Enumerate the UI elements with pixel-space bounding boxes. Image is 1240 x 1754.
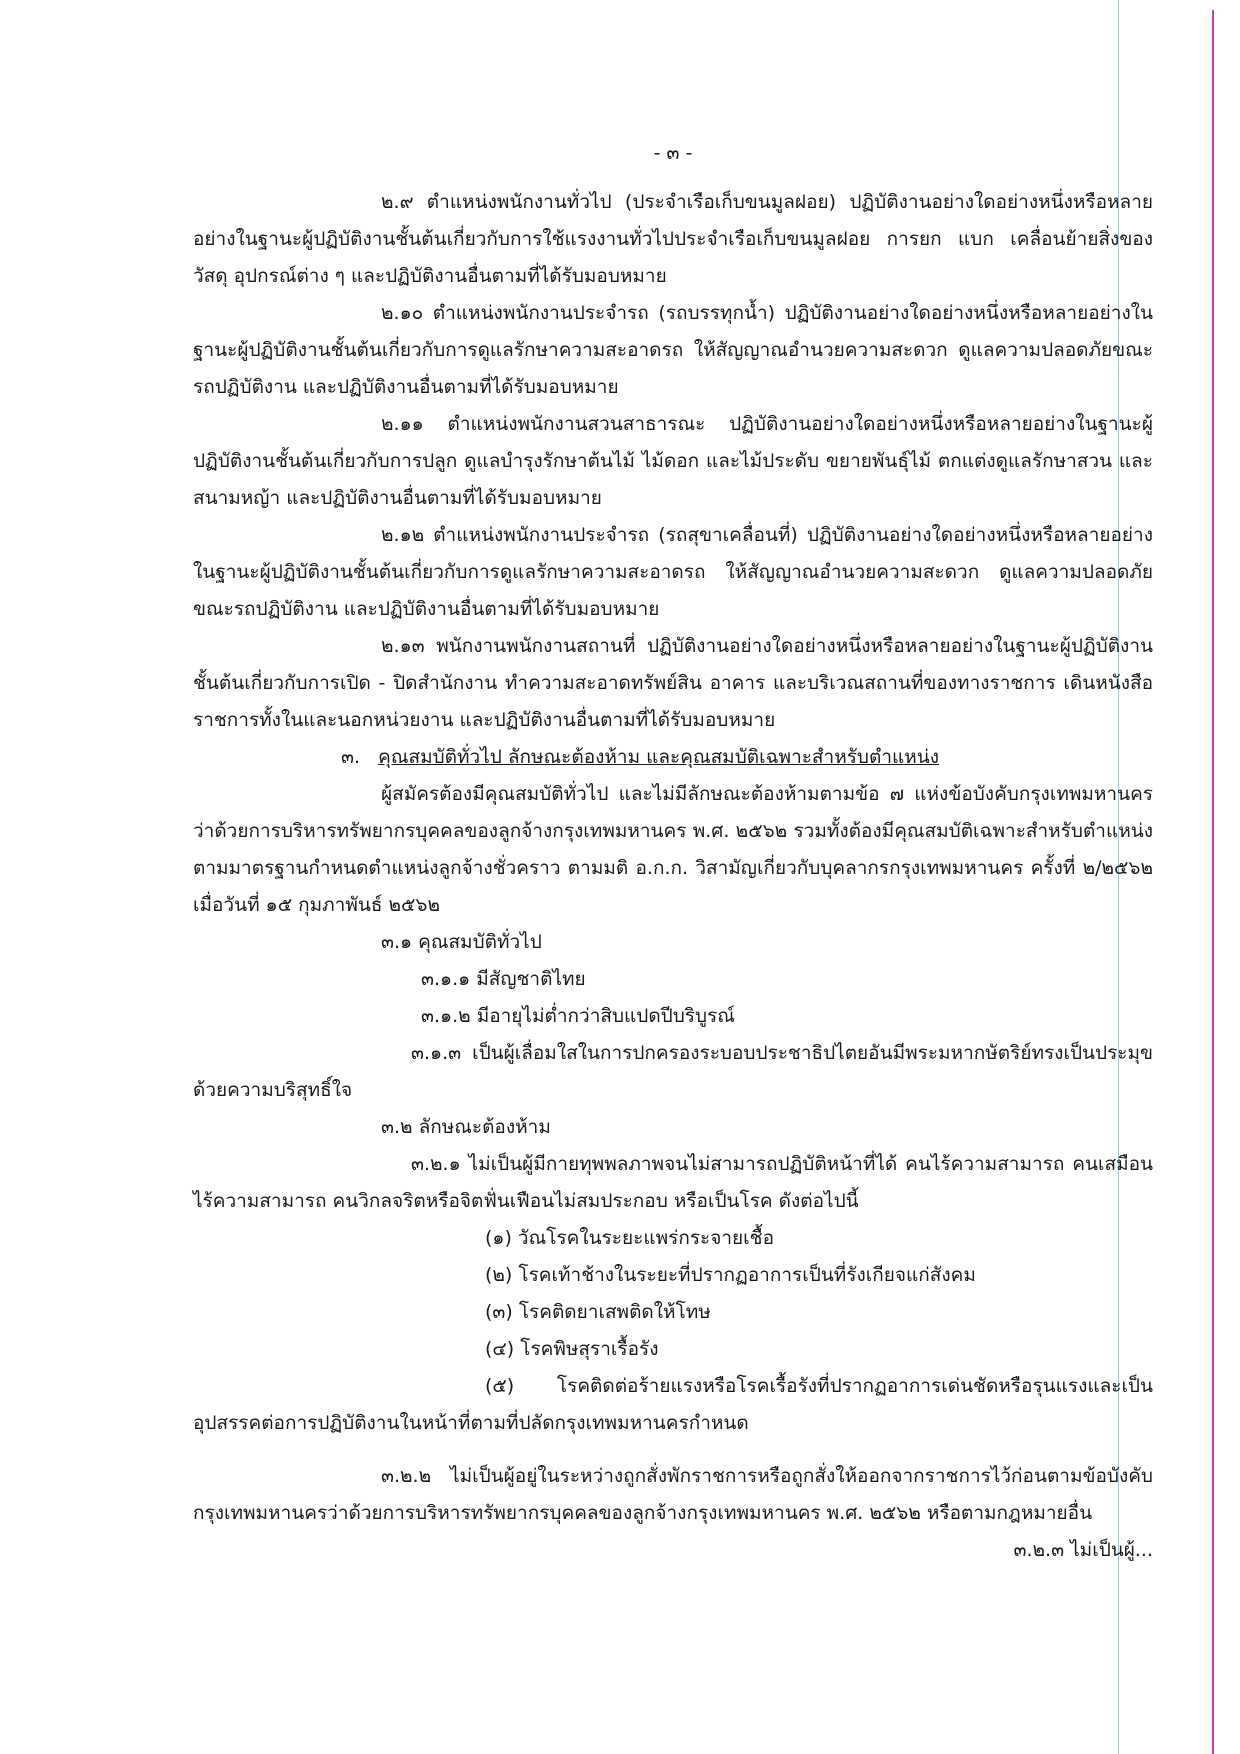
paragraph-2-10: ๒.๑๐ ตำแหน่งพนักงานประจำรถ (รถบรรทุกน้ำ) ปฏิบัติงานอย่างใดอย่างหนึ่งหรือหลายอย่างในฐานะผู้ปฏิบัติงานชั้นต้นเกี่ยวกับการดูแลรักษาความสะอาดรถ ให้สัญญาณอำนวยความสะดวก ดูแลความปลอดภัยขณะรถปฏิบัติงาน และปฏิบัติงานอื่นตามที่ได้รับมอบหมาย [193,302,1153,398]
disease-item-1: (๑) วัณโรคในระยะแพร่กระจายเชื้อ [485,1227,774,1249]
paragraph-2-12: ๒.๑๒ ตำแหน่งพนักงานประจำรถ (รถสุขาเคลื่อนที่) ปฏิบัติงานอย่างใดอย่างหนึ่งหรือหลายอย่างในฐานะผู้ปฏิบัติงานชั้นต้นเกี่ยวกับการดูแลรักษาความสะอาดรถ ให้สัญญาณอำนวยความสะดวก ดูแลความปลอดภัยขณะรถปฏิบัติงาน และปฏิบัติงานอื่นตามที่ได้รับมอบหมาย [193,524,1153,620]
disease-item-3: (๓) โรคติดยาเสพติดให้โทษ [485,1301,711,1323]
disease-item-2: (๒) โรคเท้าช้างในระยะที่ปรากฏอาการเป็นที่รังเกียจแก่สังคม [485,1264,976,1286]
section-3-2-heading: ๓.๒ ลักษณะต้องห้าม [381,1116,551,1138]
section-3-number: ๓. [341,746,361,768]
page-number: - ๓ - [653,142,693,164]
item-3-1-1: ๓.๑.๑ มีสัญชาติไทย [421,968,586,990]
document-page [193,138,1153,1569]
item-3-1-3: ๓.๑.๓ เป็นผู้เลื่อมใสในการปกครองระบอบประชาธิปไตยอันมีพระมหากษัตริย์ทรงเป็นประมุขด้วยความบริสุทธิ์ใจ [193,1042,1153,1101]
scan-edge-line-magenta [1212,10,1214,1754]
item-3-1-2: ๓.๑.๒ มีอายุไม่ต่ำกว่าสิบแปดปีบริบูรณ์ [421,1005,735,1027]
section-3-title: คุณสมบัติทั่วไป ลักษณะต้องห้าม และคุณสมบัติเฉพาะสำหรับตำแหน่ง [378,746,940,768]
section-3-1-heading: ๓.๑ คุณสมบัติทั่วไป [381,931,542,953]
disease-item-4: (๔) โรคพิษสุราเรื้อรัง [485,1338,659,1360]
section-3-heading [193,739,1153,776]
paragraph-2-13: ๒.๑๓ พนักงานพนักงานสถานที่ ปฏิบัติงานอย่างใดอย่างหนึ่งหรือหลายอย่างในฐานะผู้ปฏิบัติงานชั้นต้นเกี่ยวกับการเปิด - ปิดสำนักงาน ทำความสะอาดทรัพย์สิน อาคาร และบริเวณสถานที่ของทางราชการ เดินหนังสือราชการทั้งในและนอกหน่วยงาน และปฏิบัติงานอื่นตามที่ได้รับมอบหมาย [193,635,1153,731]
paragraph-2-11: ๒.๑๑ ตำแหน่งพนักงานสวนสาธารณะ ปฏิบัติงานอย่างใดอย่างหนึ่งหรือหลายอย่างในฐานะผู้ปฏิบัติงานชั้นต้นเกี่ยวกับการปลูก ดูแลบำรุงรักษาต้นไม้ ไม้ดอก และไม้ประดับ ขยายพันธุ์ไม้ ตกแต่งดูแลรักษาสวน และสนามหญ้า และปฏิบัติงานอื่นตามที่ได้รับมอบหมาย [193,413,1153,509]
continued-marker: ๓.๒.๓ ไม่เป็นผู้... [1013,1539,1153,1561]
item-3-2-1: ๓.๒.๑ ไม่เป็นผู้มีกายทุพพลภาพจนไม่สามารถปฏิบัติหน้าที่ได้ คนไร้ความสามารถ คนเสมือนไร้ความสามารถ คนวิกลจริตหรือจิตฟั่นเฟือนไม่สมประกอบ หรือเป็นโรค ดังต่อไปนี้ [193,1153,1153,1212]
paragraph-2-9: ๒.๙ ตำแหน่งพนักงานทั่วไป (ประจำเรือเก็บขนมูลฝอย) ปฏิบัติงานอย่างใดอย่างหนึ่งหรือหลายอย่างในฐานะผู้ปฏิบัติงานชั้นต้นเกี่ยวกับการใช้แรงงานทั่วไปประจำเรือเก็บขนมูลฝอย การยก แบก เคลื่อนย้ายสิ่งของ วัสดุ อุปกรณ์ต่าง ๆ และปฏิบัติงานอื่นตามที่ได้รับมอบหมาย [193,191,1153,287]
section-3-body: ผู้สมัครต้องมีคุณสมบัติทั่วไป และไม่มีลักษณะต้องห้ามตามข้อ ๗ แห่งข้อบังคับกรุงเทพมหานครว่าด้วยการบริหารทรัพยากรบุคคลของลูกจ้างกรุงเทพมหานคร พ.ศ. ๒๕๖๒ รวมทั้งต้องมีคุณสมบัติเฉพาะสำหรับตำแหน่งตามมาตรฐานกำหนดตำแหน่งลูกจ้างชั่วคราว ตามมติ อ.ก.ก. วิสามัญเกี่ยวกับบุคลากรกรุงเทพมหานคร ครั้งที่ ๒/๒๕๖๒ เมื่อวันที่ ๑๕ กุมภาพันธ์ ๒๕๖๒ [193,783,1153,916]
disease-item-5: (๕) โรคติดต่อร้ายแรงหรือโรคเรื้อรังที่ปรากฏอาการเด่นชัดหรือรุนแรงและเป็นอุปสรรคต่อการปฏิบัติงานในหน้าที่ตามที่ปลัดกรุงเทพมหานครกำหนด [193,1375,1153,1434]
item-3-2-2: ๓.๒.๒ ไม่เป็นผู้อยู่ในระหว่างถูกสั่งพักราชการหรือถูกสั่งให้ออกจากราชการไว้ก่อนตามข้อบังคับกรุงเทพมหานครว่าด้วยการบริหารทรัพยากรบุคคลของลูกจ้างกรุงเทพมหานคร พ.ศ. ๒๕๖๒ หรือตามกฎหมายอื่น [193,1465,1153,1524]
spacer [193,1442,1153,1458]
